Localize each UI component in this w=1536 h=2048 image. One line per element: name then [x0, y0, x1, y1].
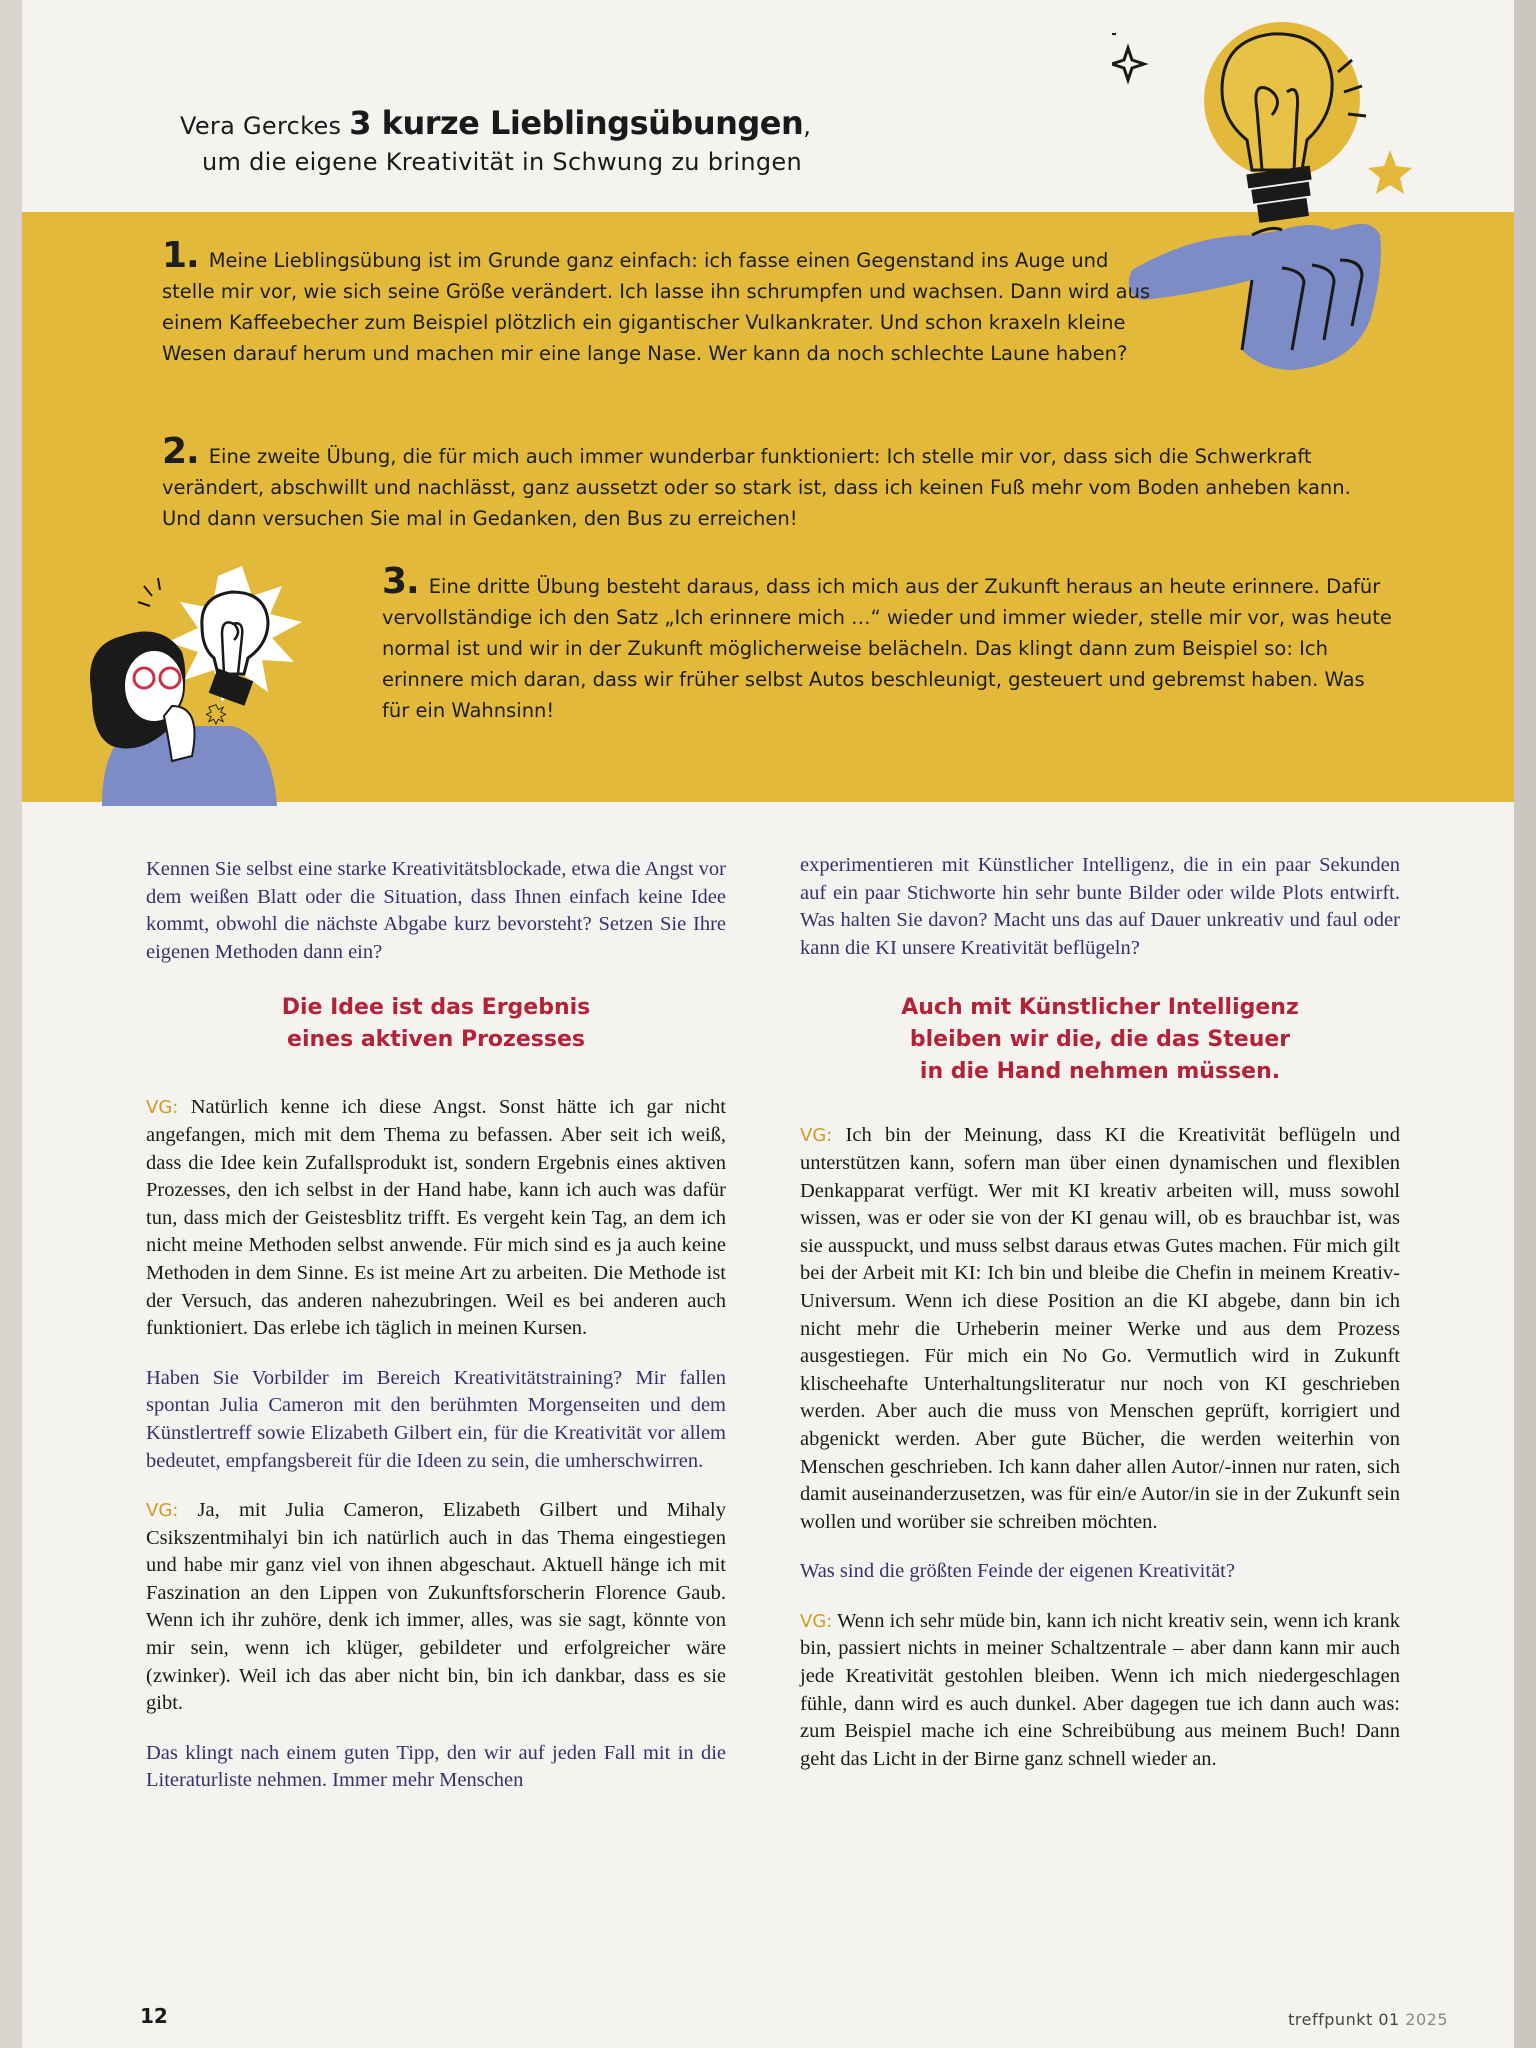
interview-answer [800, 1608, 1400, 1774]
tip-1 [162, 235, 1162, 369]
page-number: 12 [140, 2004, 168, 2028]
tip-3 [382, 561, 1392, 726]
answer-text: Ja, mit Julia Cameron, Elizabeth Gilbert und Mihaly Csikszentmihalyi bin ich natürlich auch in das Thema eingestiegen und habe mir ganz viel von ihnen abgeschaut. Aktuell hänge ich mit Faszination an den Lippen von Zukunftsforscherin Florence Gaub. Wenn ich ihr zuhöre, denk ich immer, alles, was sie sagt, könnte von mir sein, wenn ich klüger, gebildeter und erfolgreicher wäre (zwinker). Weil ich das aber nicht bin, bin ich dankbar, dass es sie gibt. [146, 1499, 727, 1715]
tip-text: Eine zweite Übung, die für mich auch immer wunderbar funktioniert: Ich stelle mir vor, dass sich die Schwerkraft verändert, abschwillt und nachlässt, ganz aussetzt oder so stark ist, dass ich keinen Fuß mehr vom Boden anheben kann. Und dann versuchen Sie mal in Gedanken, den Bus zu erreichen! [162, 445, 1351, 530]
subheading-line: bleiben wir die, die das Steuer [909, 1027, 1291, 1053]
answer-text: Wenn ich sehr müde bin, kann ich nicht kreativ sein, wenn ich krank bin, passiert nichts in meiner Schaltzentrale – aber dann kann mir auch jede Kreativität gestohlen bleiben. Wenn ich mich niedergeschlagen fühle, dann wird es auch dunkel. Aber dagegen tue ich dann auch was: zum Beispiel mache ich eine Schreibübung aus meinem Buch! Dann geht das Licht in der Birne ganz schnell wieder an. [800, 1609, 1400, 1770]
header-bold-title: 3 kurze Lieblingsübungen [349, 104, 804, 142]
header-line-2: um die eigene Kreativität in Schwung zu bringen [202, 148, 803, 176]
answer-text: Ich bin der Meinung, dass KI die Kreativität beflügeln und unterstützen kann, sofern man über einen dynamischen und flexiblen Denkapparat verfügt. Wer mit KI kreativ arbeiten will, muss sowohl wissen, was er oder sie von der KI genau will, ob es brauchbar ist, was sie ausspuckt, und muss selbst daraus etwas Gutes machen. Für mich gilt bei der Arbeit mit KI: Ich bin und bleibe die Chefin in meinem Kreativ-Universum. Wenn ich diese Position an die KI abgebe, dann bin ich nicht mehr die Urheberin meiner Werke und aus dem Prozess ausgestiegen. Für mich ein No Go. Vermutlich wird in Zukunft klischeehafte Unterhaltungsliteratur nur noch von KI geschrieben werden. Aber auch die muss von Menschen geprüft, korrigiert und abgenickt werden. Aber gute Bücher, die werden weiterhin von Menschen geschrieben. Ich kann daher allen Autor/-innen nur raten, sich damit auseinanderzusetzen, was für ein/e Autor/in sie in der Zukunft sein wollen und worüber sie schreiben möchten. [800, 1124, 1400, 1533]
speaker-label: VG: [146, 1500, 179, 1522]
tip-text: Meine Lieblingsübung ist im Grunde ganz einfach: ich fasse einen Gegenstand ins Auge und stelle mir vor, wie sich seine Größe verändert. Ich lasse ihn schrumpfen und wachsen. Dann wird aus einem Kaffeebecher zum Beispiel plötzlich ein gigantischer Vulkankrater. Und schon kraxeln kleine Wesen darauf herum und machen mir eine lange Nase. Wer kann da noch schlechte Laune haben? [162, 249, 1151, 365]
magazine-name: treffpunkt 01 [1288, 2010, 1400, 2029]
header-author: Vera Gerckes [180, 112, 350, 140]
speaker-label: VG: [800, 1125, 833, 1147]
speaker-label: VG: [146, 1097, 179, 1119]
header-comma: , [803, 112, 812, 140]
woman-lightbulb-icon [72, 556, 382, 806]
tip-number: 2. [162, 431, 199, 472]
interview-question: Das klingt nach einem guten Tipp, den wir auf jeden Fall mit in die Literaturliste nehmen. Immer mehr Menschen [146, 1741, 726, 1792]
subheading-line: Die Idee ist das Ergebnis [281, 995, 591, 1021]
interview-answer [146, 1497, 726, 1718]
interview-question: Was sind die größten Feinde der eigenen Kreativität? [800, 1560, 1235, 1583]
interview-question: Kennen Sie selbst eine starke Kreativitätsblockade, etwa die Angst vor dem weißen Blatt oder die Situation, dass Ihnen einfach keine Idee kommt, obwohl die nächste Abgabe kurz bevorsteht? Setzen Sie Ihre eigenen Methoden dann ein? [146, 858, 726, 963]
subheading-line: eines aktiven Prozesses [287, 1027, 585, 1053]
left-column [146, 856, 726, 1795]
header-line-1 [180, 104, 1080, 142]
tip-number: 1. [162, 235, 199, 276]
speaker-label: VG: [800, 1610, 833, 1632]
tip-number: 3. [382, 561, 419, 602]
magazine-page [22, 0, 1518, 2048]
subheading-line: in die Hand nehmen müssen. [919, 1059, 1281, 1085]
page-edge [1514, 0, 1536, 2048]
tip-text: Eine dritte Übung besteht daraus, dass ich mich aus der Zukunft heraus an heute erinnere. Dafür vervollständige ich den Satz „Ich erinnere mich …“ wieder und immer wieder, stelle mir vor, was heute normal ist und wir in der Zukunft möglicherweise belächeln. Das klingt dann zum Beispiel so: Ich erinnere mich daran, dass wir früher selbst Autos beschleunigt, gesteuert und gebremst haben. Was für ein Wahnsinn! [382, 575, 1392, 722]
header [180, 104, 1080, 176]
subheading [800, 992, 1400, 1088]
tip-2 [162, 431, 1382, 534]
magazine-year: 2025 [1405, 2010, 1448, 2029]
interview-answer [146, 1094, 726, 1342]
subheading-line: Auch mit Künstlicher Intelligenz [901, 995, 1299, 1021]
interview-question: Haben Sie Vorbilder im Bereich Kreativitätstraining? Mir fallen spontan Julia Cameron mit den berühmten Morgenseiten und dem Künstlertreff sowie Elizabeth Gilbert ein, für die Kreativität vor allem bedeutet, empfangsbereit für die Ideen zu sein, die umherschwirren. [146, 1366, 726, 1472]
magazine-footer [1288, 2010, 1448, 2029]
subheading [146, 992, 726, 1056]
answer-text: Natürlich kenne ich diese Angst. Sonst hätte ich gar nicht angefangen, mich mit dem Thema zu befassen. Aber seit ich weiß, dass die Idee kein Zufallsprodukt ist, sondern Ergebnis eines aktiven Prozesses, den ich selbst in der Hand habe, kann ich auch was dafür tun, dass mich der Geistesblitz trifft. Es vergeht kein Tag, an dem ich nicht meine Methoden selbst anwende. Für mich sind es ja auch keine Methoden in dem Sinne. Es ist meine Art zu arbeiten. Die Methode ist der Versuch, das anderen nahezubringen. Weil es bei anderen auch funktioniert. Das erlebe ich täglich in meinen Kursen. [146, 1096, 727, 1340]
right-column [800, 852, 1400, 1773]
interview-question: experimentieren mit Künstlicher Intelligenz, die in ein paar Sekunden auf ein paar Stichworte hin sehr bunte Bilder oder wilde Plots entwirft. Was halten Sie davon? Macht uns das auf Dauer unkreativ und faul oder kann die KI unsere Kreativität beflügeln? [800, 854, 1400, 959]
interview-answer [800, 1122, 1400, 1536]
